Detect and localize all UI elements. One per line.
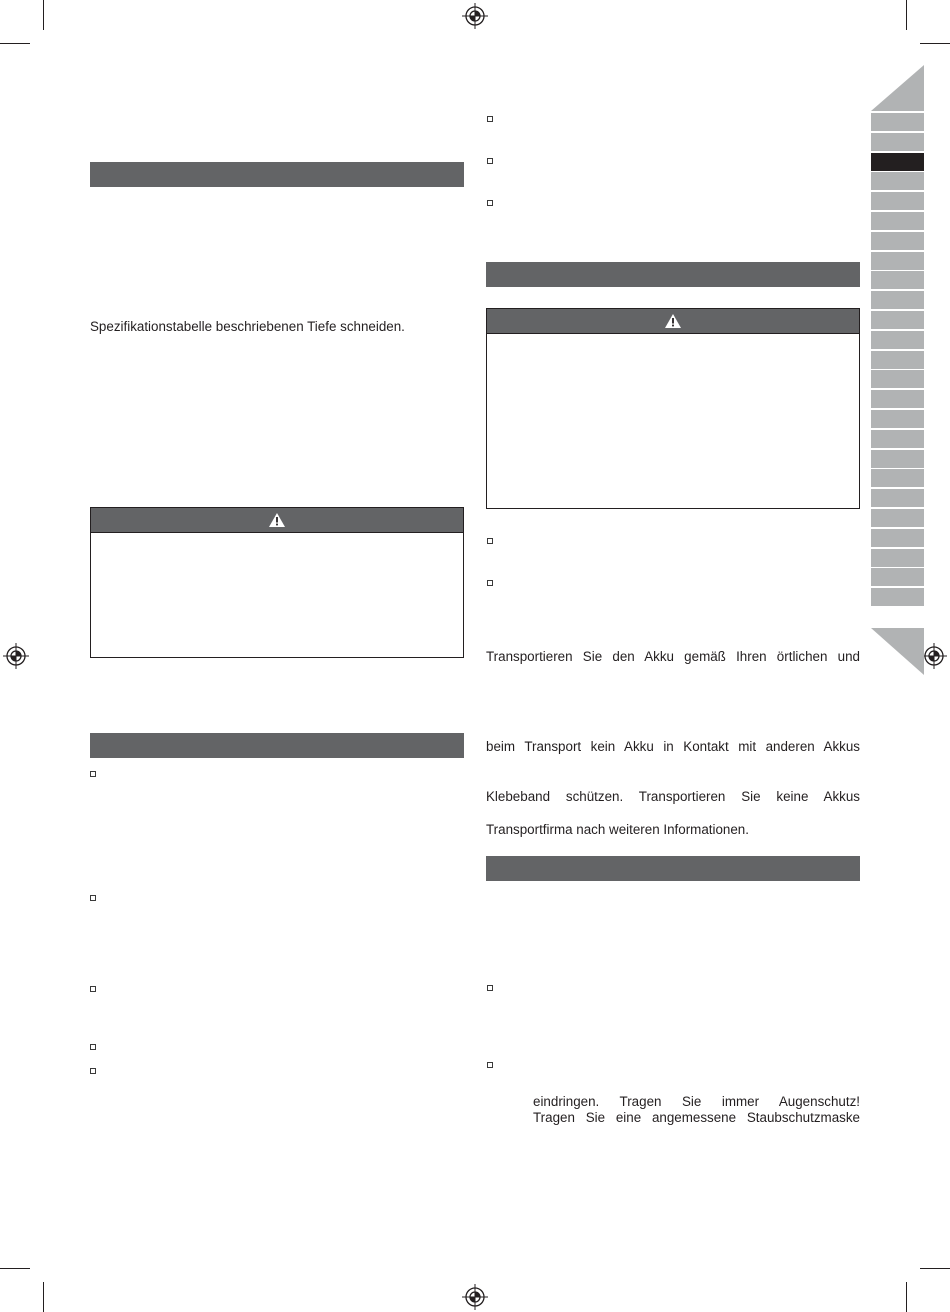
- warning-triangle-icon: [268, 512, 286, 528]
- square-bullet-icon: [90, 1068, 96, 1074]
- side-tab: [871, 172, 924, 190]
- warning-box: [486, 308, 860, 509]
- section-heading-bar: [486, 262, 860, 287]
- square-bullet-icon: [487, 200, 493, 206]
- side-tab: [871, 370, 924, 388]
- side-tab: [871, 469, 924, 487]
- square-bullet-icon: [487, 116, 493, 122]
- side-tab: [871, 291, 924, 309]
- side-tab: [871, 113, 924, 131]
- square-bullet-icon: [90, 1044, 96, 1050]
- square-bullet-icon: [90, 771, 96, 777]
- section-heading-bar: [90, 162, 464, 187]
- side-tab: [871, 450, 924, 468]
- side-tab: [871, 212, 924, 230]
- dust-text-line: Tragen Sie eine angemessene Staubschutzmaske: [533, 1110, 860, 1125]
- warning-box: [90, 507, 464, 658]
- section-heading-bar: [486, 856, 860, 881]
- side-tab: [871, 232, 924, 250]
- warning-triangle-icon: [664, 313, 682, 329]
- section-heading-bar: [90, 733, 464, 758]
- warning-box-header: [487, 309, 859, 334]
- tab-strip-bottom-triangle: [871, 628, 925, 676]
- side-tab-active: [871, 153, 924, 171]
- registration-mark-icon: [462, 3, 488, 29]
- side-tab: [871, 133, 924, 151]
- side-tab: [871, 252, 924, 270]
- side-tab: [871, 489, 924, 507]
- side-tab: [871, 271, 924, 289]
- square-bullet-icon: [487, 538, 493, 544]
- side-tab: [871, 568, 924, 586]
- dust-text-line: eindringen. Tragen Sie immer Augenschutz!: [533, 1094, 860, 1109]
- warning-box-header: [91, 508, 463, 533]
- side-tab: [871, 331, 924, 349]
- square-bullet-icon: [487, 985, 493, 991]
- square-bullet-icon: [487, 1062, 493, 1068]
- side-tab: [871, 509, 924, 527]
- square-bullet-icon: [487, 158, 493, 164]
- side-tab: [871, 192, 924, 210]
- side-tab: [871, 430, 924, 448]
- side-tab: [871, 529, 924, 547]
- side-tab: [871, 351, 924, 369]
- side-tab: [871, 549, 924, 567]
- registration-mark-icon: [462, 1284, 488, 1310]
- registration-mark-icon: [3, 643, 29, 669]
- spec-table-text: Spezifikationstabelle beschriebenen Tiefe schneiden.: [90, 319, 405, 334]
- tab-strip-top-triangle: [871, 65, 925, 112]
- square-bullet-icon: [487, 580, 493, 586]
- square-bullet-icon: [90, 986, 96, 992]
- square-bullet-icon: [90, 895, 96, 901]
- transport-text-line: Klebeband schützen. Transportieren Sie keine Akkus: [486, 789, 860, 804]
- transport-text-line: Transportieren Sie den Akku gemäß Ihren örtlichen und: [486, 649, 860, 664]
- side-tab: [871, 390, 924, 408]
- transport-text-line: Transportfirma nach weiteren Informationen.: [486, 822, 749, 837]
- side-tab: [871, 410, 924, 428]
- side-tab: [871, 311, 924, 329]
- transport-text-line: beim Transport kein Akku in Kontakt mit anderen Akkus: [486, 739, 860, 754]
- side-tab: [871, 588, 924, 606]
